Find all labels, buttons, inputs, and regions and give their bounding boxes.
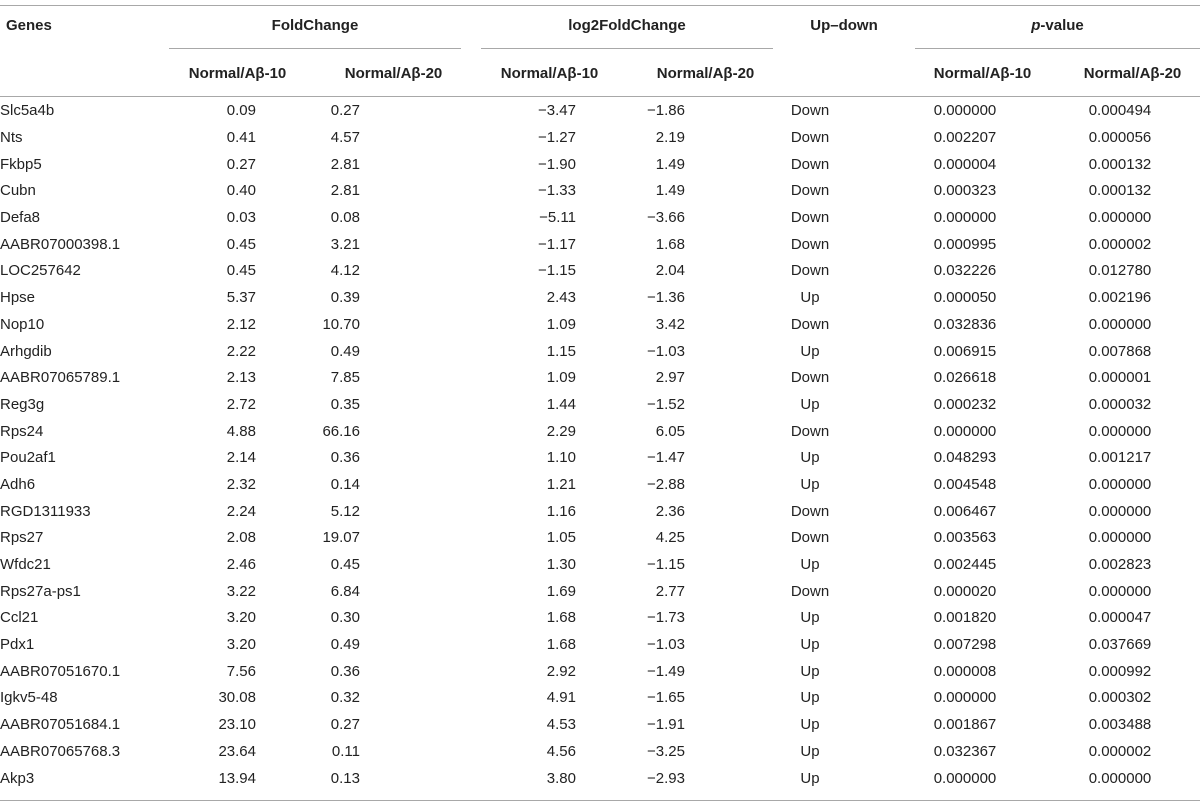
cell-log2-ab20: −1.36: [647, 289, 685, 307]
cell-pvalue-ab10: 0.000000: [933, 422, 997, 440]
cell-pvalue-ab10: 0.000995: [933, 235, 997, 253]
cell-gene: Arhgdib: [0, 342, 52, 360]
cell-pvalue-ab20: 0.000000: [1088, 502, 1152, 520]
cell-log2-ab10: 1.16: [546, 502, 576, 520]
cell-log2-ab20: 2.04: [655, 262, 685, 280]
cell-foldchange-ab20: 0.49: [330, 342, 360, 360]
cell-gene: Rps27a-ps1: [0, 582, 81, 600]
cell-log2-ab20: 6.05: [655, 422, 685, 440]
cell-foldchange-ab10: 3.20: [226, 636, 256, 654]
cell-gene: AABR07000398.1: [0, 235, 121, 253]
cell-log2-ab10: −1.27: [538, 129, 576, 147]
cell-foldchange-ab10: 0.45: [226, 262, 256, 280]
cell-foldchange-ab20: 0.14: [330, 475, 360, 493]
cell-log2-ab10: 2.29: [546, 422, 576, 440]
cell-pvalue-ab10: 0.006915: [933, 342, 997, 360]
cell-log2-ab20: −2.88: [647, 475, 685, 493]
cell-log2-ab20: −2.93: [647, 769, 685, 787]
cell-foldchange-ab10: 5.37: [226, 289, 256, 307]
cell-pvalue-ab20: 0.000000: [1088, 529, 1152, 547]
cell-foldchange-ab10: 4.88: [226, 422, 256, 440]
cell-foldchange-ab10: 0.09: [226, 102, 256, 120]
cell-updown: Up: [800, 475, 820, 493]
cell-log2-ab10: −1.17: [538, 235, 576, 253]
gene-expression-table: [0, 98, 1200, 792]
table-row: [0, 125, 1200, 152]
cell-pvalue-ab20: 0.000000: [1088, 422, 1152, 440]
cell-pvalue-ab10: 0.006467: [933, 502, 997, 520]
cell-log2-ab20: −1.65: [647, 689, 685, 707]
subheader-foldchange-ab20: Normal/Aβ-20: [344, 65, 443, 82]
cell-pvalue-ab10: 0.003563: [933, 529, 997, 547]
cell-updown: Down: [790, 182, 830, 200]
cell-pvalue-ab20: 0.003488: [1088, 716, 1152, 734]
table-row: [0, 312, 1200, 339]
table-row: [0, 98, 1200, 125]
cell-pvalue-ab20: 0.000000: [1088, 475, 1152, 493]
cell-log2-ab20: 4.25: [655, 529, 685, 547]
cell-gene: Pdx1: [0, 636, 35, 654]
cell-gene: Reg3g: [0, 395, 45, 413]
cell-pvalue-ab10: 0.000000: [933, 689, 997, 707]
cell-log2-ab20: −3.25: [647, 742, 685, 760]
cell-updown: Up: [800, 342, 820, 360]
cell-gene: Nop10: [0, 315, 45, 333]
cell-log2-ab10: −1.33: [538, 182, 576, 200]
cell-foldchange-ab10: 23.64: [218, 742, 256, 760]
table-row: [0, 632, 1200, 659]
cell-foldchange-ab10: 2.72: [226, 395, 256, 413]
header-pvalue-rest: -value: [1040, 17, 1084, 34]
cell-updown: Down: [790, 102, 830, 120]
cell-foldchange-ab20: 3.21: [330, 235, 360, 253]
cell-foldchange-ab10: 13.94: [218, 769, 256, 787]
cell-foldchange-ab20: 5.12: [330, 502, 360, 520]
cell-log2-ab10: 1.15: [546, 342, 576, 360]
cell-log2-ab20: 3.42: [655, 315, 685, 333]
cell-pvalue-ab20: 0.012780: [1088, 262, 1152, 280]
foldchange-group-rule: [169, 48, 461, 49]
cell-foldchange-ab20: 4.57: [330, 129, 360, 147]
cell-gene: Slc5a4b: [0, 102, 55, 120]
cell-gene: Adh6: [0, 475, 36, 493]
cell-foldchange-ab10: 0.27: [226, 155, 256, 173]
cell-log2-ab20: −1.03: [647, 342, 685, 360]
cell-foldchange-ab20: 6.84: [330, 582, 360, 600]
cell-log2-ab20: −1.15: [647, 556, 685, 574]
cell-gene: AABR07051684.1: [0, 716, 121, 734]
cell-log2-ab10: 3.80: [546, 769, 576, 787]
cell-log2-ab10: −3.47: [538, 102, 576, 120]
cell-gene: Igkv5-48: [0, 689, 58, 707]
cell-updown: Up: [800, 689, 820, 707]
cell-pvalue-ab10: 0.032836: [933, 315, 997, 333]
cell-log2-ab10: 1.21: [546, 475, 576, 493]
cell-pvalue-ab10: 0.000050: [933, 289, 997, 307]
cell-pvalue-ab20: 0.000992: [1088, 662, 1152, 680]
cell-updown: Down: [790, 582, 830, 600]
cell-gene: AABR07065768.3: [0, 742, 121, 760]
cell-foldchange-ab10: 30.08: [218, 689, 256, 707]
table-row: [0, 765, 1200, 792]
cell-foldchange-ab10: 0.41: [226, 129, 256, 147]
table-row: [0, 472, 1200, 499]
table-row: [0, 231, 1200, 258]
cell-foldchange-ab10: 0.45: [226, 235, 256, 253]
cell-foldchange-ab10: 0.03: [226, 209, 256, 227]
cell-gene: Pou2af1: [0, 449, 56, 467]
cell-pvalue-ab20: 0.000000: [1088, 315, 1152, 333]
cell-foldchange-ab10: 2.12: [226, 315, 256, 333]
cell-foldchange-ab10: 2.46: [226, 556, 256, 574]
cell-pvalue-ab20: 0.000302: [1088, 689, 1152, 707]
cell-log2-ab10: 1.09: [546, 369, 576, 387]
cell-pvalue-ab10: 0.032367: [933, 742, 997, 760]
table-row: [0, 712, 1200, 739]
cell-log2-ab20: 2.19: [655, 129, 685, 147]
cell-log2-ab10: 1.69: [546, 582, 576, 600]
cell-gene: Wfdc21: [0, 556, 51, 574]
cell-pvalue-ab10: 0.032226: [933, 262, 997, 280]
table-row: [0, 525, 1200, 552]
cell-gene: Defa8: [0, 209, 41, 227]
cell-pvalue-ab20: 0.037669: [1088, 636, 1152, 654]
table-row: [0, 552, 1200, 579]
cell-pvalue-ab10: 0.000000: [933, 102, 997, 120]
cell-foldchange-ab20: 0.30: [330, 609, 360, 627]
cell-log2-ab20: −3.66: [647, 209, 685, 227]
cell-gene: AABR07065789.1: [0, 369, 121, 387]
cell-log2-ab20: −1.73: [647, 609, 685, 627]
cell-foldchange-ab20: 0.36: [330, 662, 360, 680]
cell-gene: LOC257642: [0, 262, 81, 280]
cell-updown: Down: [790, 155, 830, 173]
cell-log2-ab10: 2.43: [546, 289, 576, 307]
table-row: [0, 498, 1200, 525]
cell-foldchange-ab10: 23.10: [218, 716, 256, 734]
cell-pvalue-ab20: 0.000002: [1088, 235, 1152, 253]
table-row: [0, 418, 1200, 445]
cell-pvalue-ab10: 0.001867: [933, 716, 997, 734]
cell-pvalue-ab20: 0.000132: [1088, 155, 1152, 173]
cell-pvalue-ab10: 0.002207: [933, 129, 997, 147]
table-row: [0, 338, 1200, 365]
table-row: [0, 578, 1200, 605]
cell-gene: Hpse: [0, 289, 36, 307]
cell-foldchange-ab20: 0.13: [330, 769, 360, 787]
subheader-log2-ab20: Normal/Aβ-20: [656, 65, 755, 82]
cell-foldchange-ab10: 3.22: [226, 582, 256, 600]
cell-updown: Up: [800, 609, 820, 627]
cell-foldchange-ab20: 66.16: [322, 422, 360, 440]
cell-log2-ab10: 1.05: [546, 529, 576, 547]
table-row: [0, 285, 1200, 312]
cell-gene: Ccl21: [0, 609, 39, 627]
cell-foldchange-ab20: 0.39: [330, 289, 360, 307]
cell-log2-ab20: 2.77: [655, 582, 685, 600]
table-row: [0, 205, 1200, 232]
cell-foldchange-ab10: 7.56: [226, 662, 256, 680]
cell-pvalue-ab10: 0.004548: [933, 475, 997, 493]
cell-pvalue-ab20: 0.000494: [1088, 102, 1152, 120]
cell-log2-ab20: −1.52: [647, 395, 685, 413]
cell-foldchange-ab10: 2.13: [226, 369, 256, 387]
cell-pvalue-ab20: 0.000047: [1088, 609, 1152, 627]
cell-foldchange-ab20: 0.32: [330, 689, 360, 707]
cell-updown: Up: [800, 636, 820, 654]
header-log2foldchange: log2FoldChange: [568, 17, 686, 34]
cell-updown: Up: [800, 742, 820, 760]
cell-gene: RGD1311933: [0, 502, 91, 520]
cell-gene: AABR07051670.1: [0, 662, 121, 680]
cell-foldchange-ab20: 2.81: [330, 155, 360, 173]
cell-foldchange-ab10: 0.40: [226, 182, 256, 200]
cell-log2-ab20: 1.68: [655, 235, 685, 253]
cell-pvalue-ab10: 0.048293: [933, 449, 997, 467]
cell-pvalue-ab10: 0.000020: [933, 582, 997, 600]
cell-pvalue-ab10: 0.007298: [933, 636, 997, 654]
cell-updown: Down: [790, 209, 830, 227]
subheader-log2-ab10: Normal/Aβ-10: [500, 65, 599, 82]
header-pvalue-italic: p: [1031, 17, 1041, 34]
cell-foldchange-ab20: 10.70: [322, 315, 360, 333]
cell-log2-ab10: 1.68: [546, 609, 576, 627]
cell-pvalue-ab10: 0.026618: [933, 369, 997, 387]
cell-foldchange-ab20: 0.49: [330, 636, 360, 654]
cell-log2-ab20: −1.86: [647, 102, 685, 120]
header-foldchange: FoldChange: [271, 17, 359, 34]
cell-updown: Down: [790, 502, 830, 520]
cell-pvalue-ab20: 0.000056: [1088, 129, 1152, 147]
cell-pvalue-ab20: 0.000132: [1088, 182, 1152, 200]
cell-log2-ab10: 1.30: [546, 556, 576, 574]
cell-log2-ab20: −1.49: [647, 662, 685, 680]
subheader-pvalue-ab10: Normal/Aβ-10: [933, 65, 1032, 82]
cell-pvalue-ab10: 0.001820: [933, 609, 997, 627]
cell-foldchange-ab20: 0.36: [330, 449, 360, 467]
cell-pvalue-ab20: 0.000001: [1088, 369, 1152, 387]
pvalue-group-rule: [915, 48, 1200, 49]
cell-pvalue-ab20: 0.000000: [1088, 582, 1152, 600]
cell-foldchange-ab20: 0.11: [331, 742, 360, 760]
cell-pvalue-ab10: 0.000323: [933, 182, 997, 200]
cell-gene: Akp3: [0, 769, 35, 787]
cell-gene: Rps24: [0, 422, 44, 440]
cell-log2-ab10: −1.90: [538, 155, 576, 173]
table-row: [0, 685, 1200, 712]
cell-log2-ab20: −1.47: [647, 449, 685, 467]
cell-log2-ab10: −5.11: [539, 209, 576, 227]
header-updown: Up–down: [810, 17, 878, 34]
cell-log2-ab10: 2.92: [546, 662, 576, 680]
header-genes: Genes: [6, 17, 52, 34]
cell-foldchange-ab10: 2.14: [226, 449, 256, 467]
cell-pvalue-ab20: 0.000002: [1088, 742, 1152, 760]
cell-updown: Up: [800, 449, 820, 467]
cell-foldchange-ab20: 0.27: [330, 102, 360, 120]
cell-foldchange-ab20: 0.27: [330, 716, 360, 734]
cell-pvalue-ab10: 0.000000: [933, 769, 997, 787]
cell-foldchange-ab20: 2.81: [330, 182, 360, 200]
table-row: [0, 258, 1200, 285]
table-bottom-rule: [0, 800, 1200, 801]
cell-foldchange-ab10: 2.24: [226, 502, 256, 520]
cell-pvalue-ab20: 0.007868: [1088, 342, 1152, 360]
cell-log2-ab10: −1.15: [538, 262, 576, 280]
cell-log2-ab20: −1.03: [647, 636, 685, 654]
cell-log2-ab10: 1.09: [546, 315, 576, 333]
table-row: [0, 178, 1200, 205]
cell-log2-ab10: 1.44: [546, 395, 576, 413]
subheader-foldchange-ab10: Normal/Aβ-10: [188, 65, 287, 82]
cell-log2-ab10: 4.53: [546, 716, 576, 734]
cell-foldchange-ab10: 2.22: [226, 342, 256, 360]
cell-pvalue-ab10: 0.000008: [933, 662, 997, 680]
cell-gene: Rps27: [0, 529, 44, 547]
cell-pvalue-ab10: 0.000000: [933, 209, 997, 227]
table-row: [0, 739, 1200, 766]
cell-pvalue-ab10: 0.000232: [933, 395, 997, 413]
cell-gene: Fkbp5: [0, 155, 42, 173]
cell-updown: Down: [790, 129, 830, 147]
cell-pvalue-ab20: 0.002823: [1088, 556, 1152, 574]
cell-pvalue-ab20: 0.001217: [1088, 449, 1152, 467]
cell-updown: Down: [790, 262, 830, 280]
cell-pvalue-ab20: 0.000032: [1088, 395, 1152, 413]
table-row: [0, 151, 1200, 178]
cell-log2-ab20: −1.91: [647, 716, 685, 734]
subheader-pvalue-ab20: Normal/Aβ-20: [1083, 65, 1182, 82]
cell-pvalue-ab20: 0.000000: [1088, 209, 1152, 227]
cell-foldchange-ab20: 0.35: [330, 395, 360, 413]
table-top-rule: [0, 5, 1200, 6]
cell-foldchange-ab10: 2.32: [226, 475, 256, 493]
cell-foldchange-ab20: 7.85: [330, 369, 360, 387]
cell-log2-ab10: 4.91: [546, 689, 576, 707]
cell-foldchange-ab20: 0.08: [330, 209, 360, 227]
cell-log2-ab20: 2.36: [655, 502, 685, 520]
cell-foldchange-ab10: 2.08: [226, 529, 256, 547]
cell-updown: Up: [800, 289, 820, 307]
cell-gene: Nts: [0, 129, 23, 147]
cell-log2-ab20: 2.97: [655, 369, 685, 387]
cell-updown: Up: [800, 395, 820, 413]
table-body: [0, 98, 1200, 792]
cell-updown: Up: [800, 556, 820, 574]
cell-pvalue-ab20: 0.000000: [1088, 769, 1152, 787]
cell-gene: Cubn: [0, 182, 36, 200]
cell-foldchange-ab20: 19.07: [322, 529, 360, 547]
header-bottom-rule: [0, 96, 1200, 97]
cell-foldchange-ab20: 4.12: [330, 262, 360, 280]
header-pvalue: [915, 17, 1200, 35]
cell-log2-ab10: 1.68: [546, 636, 576, 654]
table-row: [0, 365, 1200, 392]
cell-updown: Down: [790, 235, 830, 253]
cell-updown: Down: [790, 315, 830, 333]
cell-log2-ab20: 1.49: [655, 182, 685, 200]
cell-updown: Up: [800, 769, 820, 787]
cell-foldchange-ab20: 0.45: [330, 556, 360, 574]
table-row: [0, 392, 1200, 419]
table-row: [0, 658, 1200, 685]
cell-updown: Up: [800, 662, 820, 680]
cell-log2-ab10: 1.10: [546, 449, 576, 467]
cell-log2-ab20: 1.49: [655, 155, 685, 173]
cell-log2-ab10: 4.56: [546, 742, 576, 760]
cell-pvalue-ab20: 0.002196: [1088, 289, 1152, 307]
table-row: [0, 445, 1200, 472]
cell-foldchange-ab10: 3.20: [226, 609, 256, 627]
cell-updown: Up: [800, 716, 820, 734]
table-row: [0, 605, 1200, 632]
cell-updown: Down: [790, 422, 830, 440]
cell-pvalue-ab10: 0.000004: [933, 155, 997, 173]
cell-pvalue-ab10: 0.002445: [933, 556, 997, 574]
log2foldchange-group-rule: [481, 48, 773, 49]
cell-updown: Down: [790, 529, 830, 547]
cell-updown: Down: [790, 369, 830, 387]
